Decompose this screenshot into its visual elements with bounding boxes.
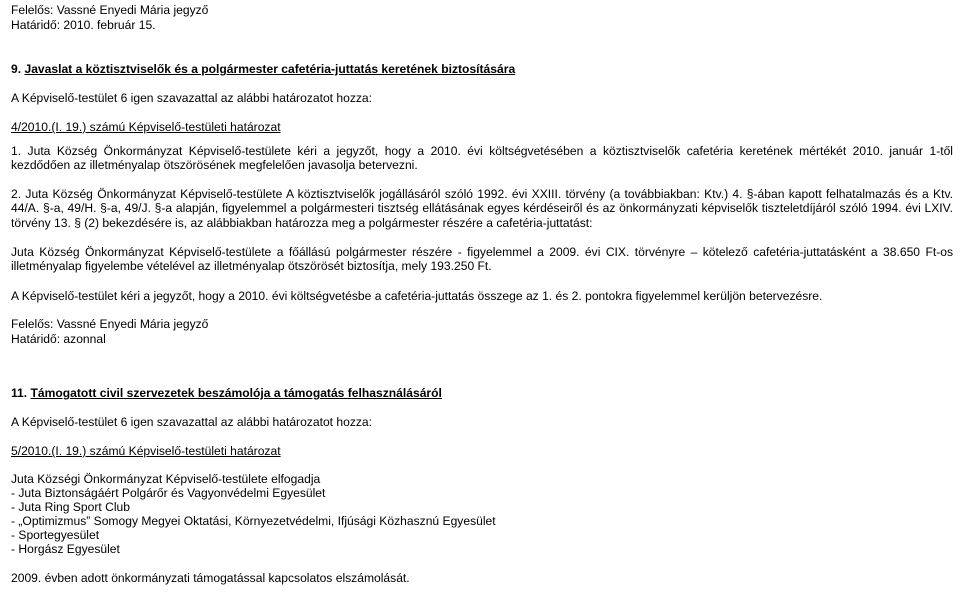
item9-responsible: Felelős: Vassné Enyedi Mária jegyző <box>11 317 209 331</box>
item11-approves: Juta Községi Önkormányzat Képviselő-testülete elfogadja <box>11 472 321 486</box>
item9-intro: A Képviselő-testület 6 igen szavazattal az alábbi határozatot hozza: <box>11 91 373 105</box>
item9-deadline: Határidő: azonnal <box>11 332 106 346</box>
item9-number: 9. <box>11 62 22 76</box>
item9-point2b: Juta Község Önkormányzat Képviselő-testülete a főállású polgármester részére - figyelemmel a 2009. évi CIX. törvényre – kötelező cafetéria-juttatásként a 38.650 Ft-os illetményalap figyelembe vételével az illetményalap ötszörösét biztosítja, mely 193.250 Ft. <box>11 245 953 274</box>
item11-title: Támogatott civil szervezetek beszámolója a támogatás felhasználásáról <box>30 386 442 400</box>
deadline-line-top: Határidő: 2010. február 15. <box>11 18 156 32</box>
item9-resolution-id: 4/2010.(I. 19.) számú Képviselő-testületi határozat <box>11 120 281 134</box>
item9-point2: 2. Juta Község Önkormányzat Képviselő-testülete A köztisztviselők jogállásáról szóló 1992. évi XXIII. törvény (a továbbiakban: Ktv.) 4. §-ában kapott felhatalmazás és a Ktv. 44/A. §-a, 49/H. §-a, 49/J. §-a alapján, figyelemmel a polgármesteri tisztség ellátásának egyes kérdéseiről és az önkormányzati képviselők tiszteletdíjáról szóló 1994. évi LXIV. törvény 13. § (2) bekezdésére is, az alábbiakban határozza meg a polgármester részére a cafetéria-juttatást: <box>11 187 953 230</box>
item11-intro: A Képviselő-testület 6 igen szavazattal az alábbi határozatot hozza: <box>11 415 373 429</box>
item11-resolution-id: 5/2010.(I. 19.) számú Képviselő-testületi határozat <box>11 444 281 458</box>
item11-heading <box>11 386 442 400</box>
org-item: - Sportegyesület <box>11 528 100 542</box>
item9-point1: 1. Juta Község Önkormányzat Képviselő-testülete kéri a jegyzőt, hogy a 2010. évi költségvetésében a köztisztviselők cafetéria keretének mértékét 2010. január 1-től kezdődően az illetményalap ötszörösének megfelelően javasolja betervezni. <box>11 144 953 173</box>
responsible-line-top: Felelős: Vassné Enyedi Mária jegyző <box>11 3 209 17</box>
item9-heading <box>11 62 515 76</box>
org-item: - Horgász Egyesület <box>11 542 120 556</box>
org-item: - „Optimizmus” Somogy Megyei Oktatási, Környezetvédelmi, Ifjúsági Közhasznú Egyesület <box>11 514 496 528</box>
item11-closing: 2009. évben adott önkormányzati támogatással kapcsolatos elszámolását. <box>11 571 410 585</box>
org-item: - Juta Biztonságáért Polgárőr és Vagyonvédelmi Egyesület <box>11 486 326 500</box>
item11-number: 11. <box>11 386 28 400</box>
org-item: - Juta Ring Sport Club <box>11 500 130 514</box>
item9-point3: A Képviselő-testület kéri a jegyzőt, hogy a 2010. évi költségvetésbe a cafetéria-juttatás összege az 1. és 2. pontokra figyelemmel kerüljön betervezésre. <box>11 289 823 303</box>
item9-title: Javaslat a köztisztviselők és a polgármester cafetéria-juttatás keretének biztosítására <box>24 62 516 76</box>
